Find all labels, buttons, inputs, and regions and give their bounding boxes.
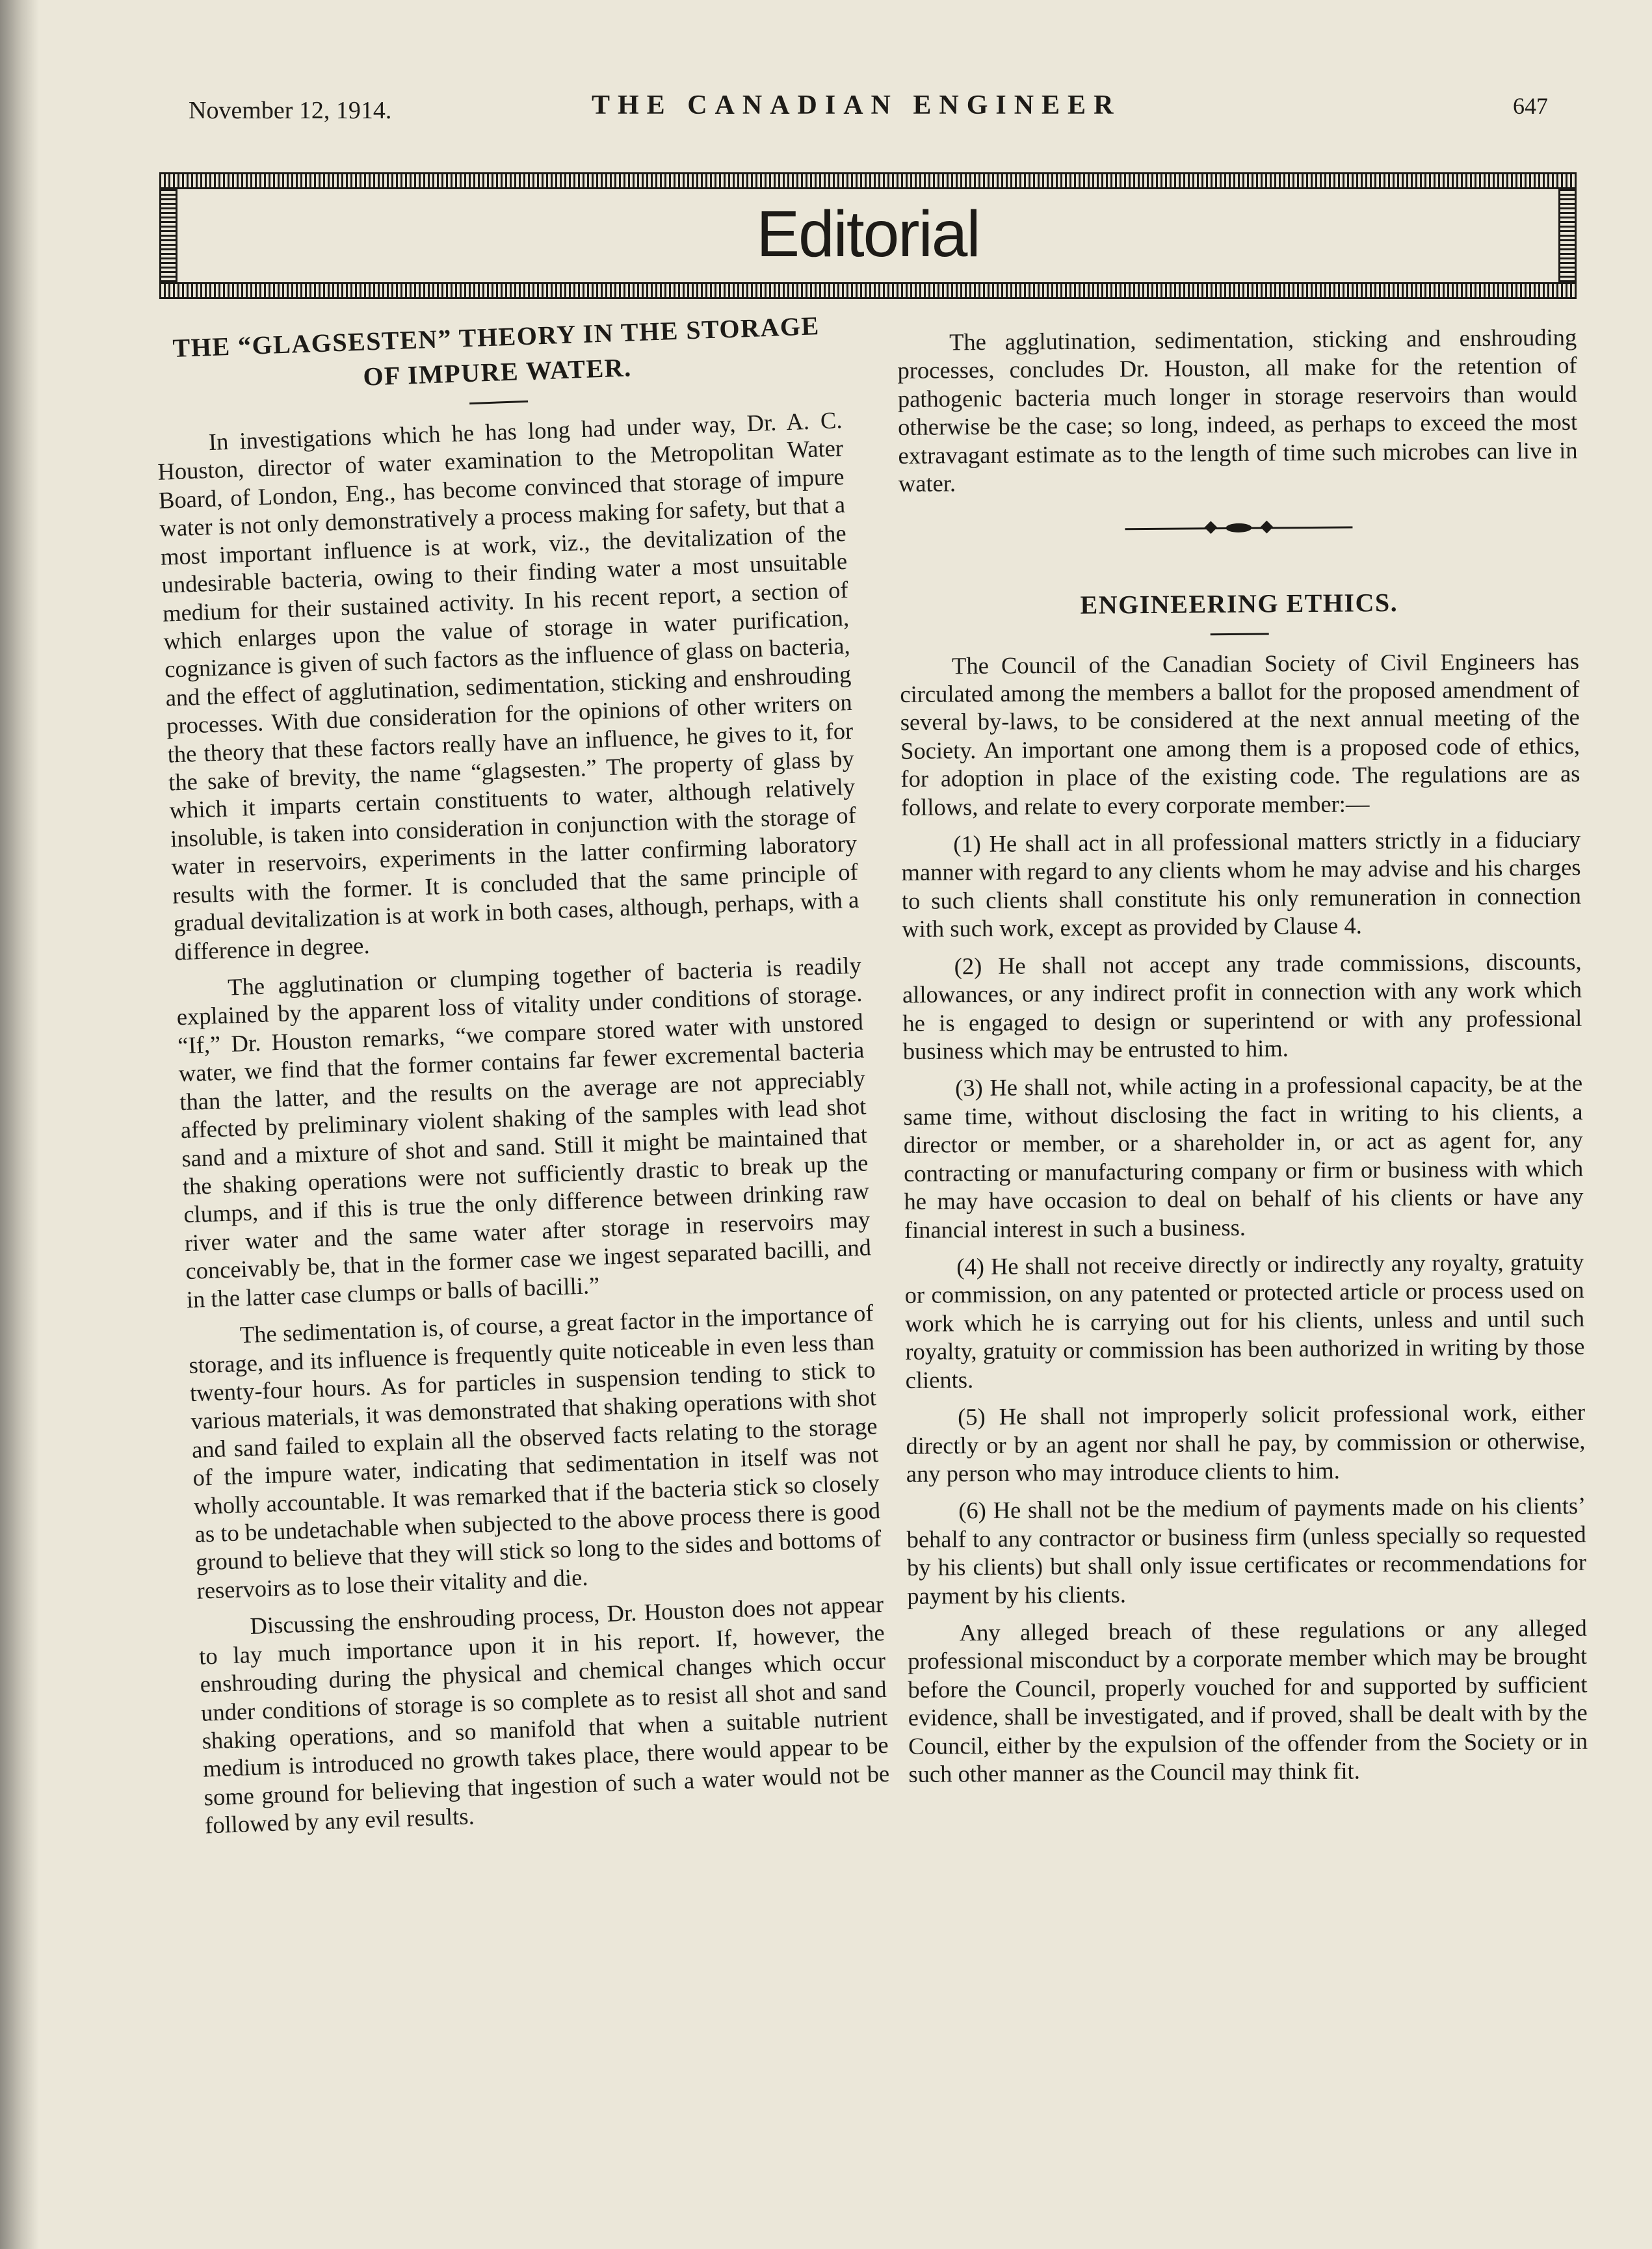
- article-headline-ethics: ENGINEERING ETHICS.: [1080, 587, 1398, 620]
- article-paragraph: The Council of the Canadian Society of Civil Engineers has circulated among the members a ballot for the proposed amendment of several by-laws, to be considered at the next annual meeting of the Society. An important one among them is a proposed code of ethics, for adoption in place of the existing code. The regulations are as follows, and relate to every corporate member:—: [900, 647, 1580, 821]
- ethics-clause: (3) He shall not, while acting in a professional capacity, be at the same time, without disclosing the fact in writing to his clients, a director or member, or a shareholder in, or act as agent for, any contracting or manufacturing company or firm or business with which he may have occasion to deal on behalf of his clients or have any financial interest in such a business.: [903, 1070, 1584, 1243]
- left-column: [153, 308, 891, 1848]
- page-number: 647: [1513, 93, 1548, 119]
- banner-bottom-rule: [159, 282, 1577, 299]
- ethics-clause: (1) He shall act in all professional matters strictly in a fiduciary manner with regard to any clients whom he may advise and his charges to such clients shall constitute his only remuneration in connection with such work, except as provided by Clause 4.: [901, 825, 1582, 943]
- page-binding-shadow: [0, 0, 39, 2249]
- journal-title: THE CANADIAN ENGINEER: [592, 90, 1121, 120]
- ethics-clause: (2) He shall not accept any trade commissions, discounts, allowances, or any indirect profit in connection with any work which he is engaged to design or superintend or with any professional business which may be entrusted to him.: [902, 947, 1582, 1064]
- article-paragraph: Any alleged breach of these regulations or any alleged professional misconduct by a corporate member which may be brought before the Council, properly vouched for and supported by sufficient evidence, shall be investigated, and if proved, shall be dealt with by the Council, either by the expulsion of the offender from the Society or in such other manner as the Council may think fit.: [907, 1614, 1588, 1788]
- ethics-clause: (6) He shall not be the medium of payments made on his clients’ behalf to any contractor or business firm (unless specially so requested by his clients) but shall only issue certificates or recommendations for payment by his clients.: [906, 1492, 1587, 1609]
- article-paragraph: In investigations which he has long had under way, Dr. A. C. Houston, director of water examination to the Metropolitan Water Board, of London, Eng., has become convinced that storage of impure water is not only demonstratively a process making for safety, but that a most important influence is at work, viz., the devitalization of the undesirable bacteria, owing to their finding water a most unsuitable medium for their sustained activity. In his recent report, a section of which enlarges upon the value of storage in water purification, cognizance is given of such factors as the influence of glass on bacteria, and the effect of agglutination, sedimentation, sticking and enshrouding processes. With due consideration for the opinions of other writers on the theory that these factors really have an influence, he gives to it, for the sake of brevity, the name “glagsesten.” The property of glass by which it imparts certain constituents to water, although relatively insoluble, is taken into consideration in conjunction with the storage of water in reservoirs, experiments in the latter confirming laboratory results with the former. It is concluded that the same principle of gradual devitalization is at work in both cases, although, perhaps, with a difference in degree.: [157, 406, 859, 965]
- ethics-clause: (4) He shall not receive directly or indirectly any royalty, gratuity or commission, on any patented or protected article or process used on work which he is carrying out for his clients, unless and until such royalty, gratuity or commission has been authorized in writing by those clients.: [904, 1248, 1585, 1393]
- article-paragraph: Discussing the enshrouding process, Dr. Houston does not appear to lay much importance upon it in his report. If, however, the enshrouding during the physical and chemical changes which occur under conditions of storage is so complete as to resist all shot and sand shaking operations, and so manifold that when a suitable nutrient medium is introduced no growth takes place, there would appear to be some ground for believing that ingestion of such a water would not be followed by any evil results.: [198, 1590, 890, 1839]
- editorial-banner: [159, 172, 1577, 299]
- banner-top-rule: [159, 172, 1577, 189]
- headline-divider: [469, 401, 528, 404]
- running-header: [189, 85, 1548, 137]
- article-paragraph: The agglutination, sedimentation, sticking and enshrouding processes, concludes Dr. Houston, all make for the retention of pathogenic bacteria much longer in storage reservoirs than would otherwise be the case; so long, indeed, as perhaps to exceed the most extravagant estimate as to the length of time such microbes can live in water.: [897, 323, 1578, 497]
- section-title: Editorial: [756, 198, 980, 270]
- headline-divider: [1210, 633, 1268, 635]
- article-headline-glagsesten: THE “GLAGSESTEN” THEORY IN THE STORAGE OF IMPURE WATER.: [172, 311, 820, 391]
- right-column: [897, 323, 1588, 1798]
- article-paragraph: The agglutination or clumping together of bacteria is readily explained by the apparent loss of vitality under conditions of storage. “If,” Dr. Houston remarks, “we compare stored water with unstored water, we find that the former contains far fewer excremental bacteria than the latter, and the results on the average are not appreciably affected by preliminary violent shaking of the samples with lead shot sand and a mixture of shot and sand. Still it might be maintained that the shaking operations were not sufficiently drastic to break up the clumps, and if this is true the only difference between drinking raw river water and the same water after storage in reservoirs may conceivably be, that in the former case we ingest separated bacilli, and in the latter case clumps or balls of bacilli.”: [176, 951, 872, 1313]
- section-ornament: [1125, 520, 1352, 535]
- issue-date: November 12, 1914.: [189, 97, 392, 124]
- article-paragraph: The sedimentation is, of course, a great factor in the importance of storage, and its influence is frequently quite noticeable in even less than twenty-four hours. As for particles in suspension tending to stick to various materials, it was demonstrated that shaking operations with shot and sand failed to explain all the observed facts relating to the storage of the impure water, indicating that sedimentation in itself was not wholly accountable. It was remarked that if the bacteria stick so closely as to be undetachable when subjected to the above process there is good ground to believe that they will stick so long to the sides and bottoms of reservoirs as to lose their vitality and die.: [188, 1299, 882, 1604]
- ethics-clause: (5) He shall not improperly solicit professional work, either directly or by an agent nor shall he pay, by commission or otherwise, any person who may introduce clients to him.: [906, 1398, 1586, 1487]
